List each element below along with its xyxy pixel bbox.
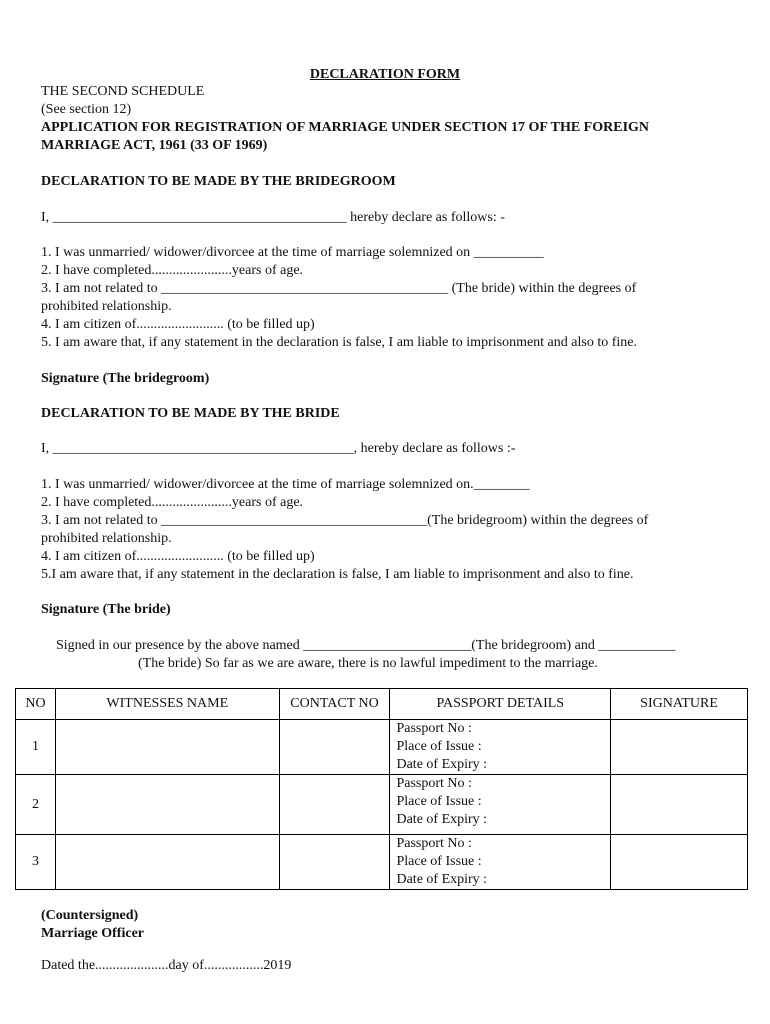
bride-declaration-intro: I, ___________________________________________, hereby declare as follows :-: [41, 441, 516, 456]
contact-no-cell[interactable]: [279, 835, 390, 890]
bride-item-2: 2. I have completed.......................years of age.: [41, 495, 304, 510]
groom-declaration-intro: I, __________________________________________ hereby declare as follows: -: [41, 210, 505, 225]
header-signature: SIGNATURE: [611, 689, 748, 720]
passport-no-label: Passport No :: [396, 836, 472, 851]
contact-no-cell[interactable]: [279, 775, 390, 835]
header-contact-no: CONTACT NO: [279, 689, 390, 720]
countersigned-label: (Countersigned): [41, 908, 139, 923]
header-no: NO: [16, 689, 56, 720]
dated-line: Dated the.....................day of.................2019: [41, 958, 292, 973]
place-of-issue-label: Place of Issue :: [396, 854, 482, 869]
signature-cell[interactable]: [611, 720, 748, 775]
bride-signature-label: Signature (The bride): [41, 602, 171, 617]
contact-no-cell[interactable]: [279, 720, 390, 775]
passport-details-cell[interactable]: [390, 835, 611, 890]
bride-item-1: 1. I was unmarried/ widower/divorcee at the time of marriage solemnized on.________: [41, 477, 530, 492]
application-title-line-2: MARRIAGE ACT, 1961 (33 OF 1969): [41, 138, 268, 153]
bride-item-5: 5.I am aware that, if any statement in the declaration is false, I am liable to imprisonment and also to fine.: [41, 567, 634, 582]
bride-declaration-heading: DECLARATION TO BE MADE BY THE BRIDE: [41, 406, 340, 421]
presence-statement-line-2: (The bride) So far as we are aware, there is no lawful impediment to the marriage.: [138, 656, 598, 671]
marriage-officer-label: Marriage Officer: [41, 926, 144, 941]
bride-item-4: 4. I am citizen of......................... (to be filled up): [41, 549, 315, 564]
groom-item-1: 1. I was unmarried/ widower/divorcee at the time of marriage solemnized on __________: [41, 245, 544, 260]
groom-item-3-continued: prohibited relationship.: [41, 299, 172, 314]
passport-details-cell[interactable]: [390, 775, 611, 835]
witnesses-table-header: [16, 689, 748, 720]
date-of-expiry-label: Date of Expiry :: [396, 757, 488, 772]
date-of-expiry-label: Date of Expiry :: [396, 812, 488, 827]
presence-statement-line-1: Signed in our presence by the above named ________________________(The bridegroom) and ___________: [56, 638, 676, 653]
groom-item-2: 2. I have completed.......................years of age.: [41, 263, 304, 278]
form-title: DECLARATION FORM: [309, 67, 461, 82]
row-number: 2: [16, 775, 56, 835]
witness-name-cell[interactable]: [55, 775, 279, 835]
table-row: [16, 720, 748, 775]
row-number: 3: [16, 835, 56, 890]
place-of-issue-label: Place of Issue :: [396, 794, 482, 809]
application-title-line-1: APPLICATION FOR REGISTRATION OF MARRIAGE UNDER SECTION 17 OF THE FOREIGN: [41, 120, 650, 135]
passport-no-label: Passport No :: [396, 721, 472, 736]
groom-signature-label: Signature (The bridegroom): [41, 371, 210, 386]
groom-item-4: 4. I am citizen of......................... (to be filled up): [41, 317, 315, 332]
section-reference: (See section 12): [41, 102, 132, 117]
witnesses-table: [15, 688, 748, 890]
row-number: 1: [16, 720, 56, 775]
table-row: [16, 775, 748, 835]
table-row: [16, 835, 748, 890]
bride-item-3: 3. I am not related to ______________________________________(The bridegroom) within the degrees of: [41, 513, 649, 528]
header-witnesses-name: WITNESSES NAME: [55, 689, 279, 720]
passport-no-label: Passport No :: [396, 776, 472, 791]
bride-item-3-continued: prohibited relationship.: [41, 531, 172, 546]
schedule-title: THE SECOND SCHEDULE: [41, 84, 205, 99]
groom-declaration-heading: DECLARATION TO BE MADE BY THE BRIDEGROOM: [41, 174, 396, 189]
witness-name-cell[interactable]: [55, 835, 279, 890]
date-of-expiry-label: Date of Expiry :: [396, 872, 488, 887]
place-of-issue-label: Place of Issue :: [396, 739, 482, 754]
signature-cell[interactable]: [611, 775, 748, 835]
signature-cell[interactable]: [611, 835, 748, 890]
witness-name-cell[interactable]: [55, 720, 279, 775]
groom-item-5: 5. I am aware that, if any statement in the declaration is false, I am liable to imprisonment and also to fine.: [41, 335, 637, 350]
header-passport-details: PASSPORT DETAILS: [390, 689, 611, 720]
passport-details-cell[interactable]: [390, 720, 611, 775]
groom-item-3: 3. I am not related to _________________________________________ (The bride) within the degrees of: [41, 281, 637, 296]
